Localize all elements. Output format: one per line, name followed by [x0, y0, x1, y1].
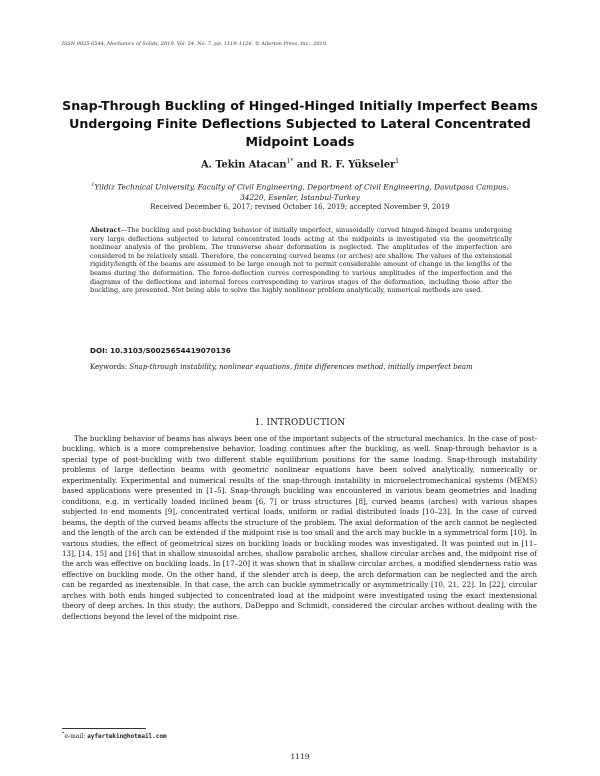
doi: [90, 346, 512, 355]
keywords: [90, 363, 512, 373]
journal-citation: ISSN 0025-6544, Mechanics of Solids, 2019, Vol. 54, No. 7, pp. 1119–1126. © Allerton Press, Inc., 2019.: [62, 41, 328, 47]
section-heading: 1. INTRODUCTION: [254, 418, 346, 428]
author-1-marker: 1*: [286, 158, 294, 165]
author-2-marker: 1: [395, 158, 400, 165]
abstract: [90, 226, 512, 295]
keywords-label: Keywords:: [90, 363, 128, 371]
paper-title: Snap-Through Buckling of Hinged-Hinged Initially Imperfect Beams Undergoing Finite Deflections Subjected to Lateral Concentrated Midpoint Loads: [62, 98, 538, 149]
page-number: 1119: [290, 752, 310, 761]
email-link[interactable]: ayfertekin@hotmail.com: [87, 733, 167, 740]
author-2: R. F. Yükseler: [320, 159, 396, 171]
doi-label: DOI:: [90, 346, 108, 355]
author-1: A. Tekin Atacan: [200, 159, 287, 171]
body-paragraph: The buckling behavior of beams has always been one of the important subjects of the structural mechanics. In the case of post-buckling, which is a more comprehensive behavior, loading continues after the buckling, as well. Snap-through behavior is a special type of post-buckling with two different stable equilibrium positions for the same loading. Snap-through instability problems of large deflection beams with geometric nonlinear equations have been solved analytically, numerically or experimentally. Experimental and numerical results of the snap-through instability in microelectromechanical systems (MEMS) based applications were presented in [1–5]. Snap-through buckling was encountered in various beam geometries and loading conditions, e.g. in vertically loaded inclined beam [6, 7] or truss structures [8], curved beams (arches) with various shapes subjected to end moments [9], concentrated vertical loads, uniform or radial distributed loads [10–23]. In the case of curved beams, the depth of the curved beams affects the structure of the problem. The axial deformation of the arch cannot be neglected and the length of the arch can be extended if the midpoint rise is too small and the arch may buckle in a symmetrical form [10]. In various studies, the effect of geometrical sizes on buckling loads or buckling modes was investigated. It was pointed out in [11–13], [14, 15] and [16] that in shallow sinusoidal arches, shallow parabolic arches, shallow circular arches and, the midpoint rise of the arch was effective on buckling loads. In [17–20] it was shown that in shallow circular arches, a modified slenderness ratio was effective on buckling mode. On the other hand, if the slender arch is deep, the arch deformation can be neglected and the arch can be regarded as inextensible. In that case, the arch can buckle symmetrically or asymmetrically [10, 21, 22]. In [22], circular arches with both ends hinged subjected to concentrated load at the midpoint were investigated using the exact inextensional theory of deep arches. In this study; the authors, DaDeppo and Schmidt, considered the circular arches without dealing with the deflections beyond the level of the midpoint rise.: [62, 434, 537, 621]
footnote-marker: *: [62, 731, 65, 737]
doi-link[interactable]: 10.3103/S0025654419070136: [110, 346, 231, 355]
footnote: [62, 731, 167, 740]
abstract-label: Abstract: [90, 226, 121, 234]
footnote-divider: [62, 728, 146, 729]
authors: [50, 158, 550, 170]
abstract-text: —The buckling and post-buckling behavior of initially imperfect, sinusoidally curved hinged-hinged beams undergoing very large deflections subjected to lateral concentrated loads acting at the midpoints is investigated via the geometrically nonlinear analysis of the problem. The transverse shear deformation is neglected. The amplitudes of the imperfection are considered to be relatively small. Therefore, the concerning curved beams (or arches) are shallow. The values of the extensional rigidity/length of the beams are assumed to be large enough not to permit considerable amount of change in the lengths of the beams during the deformation. The force-deflection curves corresponding to various amplitudes of the imperfection and the diagrams of the deflections and internal forces corresponding to various stages of the deformation, including those after the buckling, are presented. Not being able to solve the highly nonlinear problem analytically, numerical methods are used.: [90, 226, 512, 295]
keywords-text: Snap-through instability, nonlinear equations, finite differences method, initially imperfect beam: [129, 363, 473, 371]
affiliation-marker: 1: [91, 182, 95, 188]
author-connector: and: [296, 159, 318, 171]
affiliation-text: Yildiz Technical University, Faculty of Civil Engineering, Department of Civil Engineering, Davutpasa Campus, 34220, Esenler, Istanbul-Turkey: [94, 182, 509, 202]
affiliation: [80, 180, 520, 203]
footnote-label: e-mail:: [64, 733, 86, 740]
received-dates: Received December 6, 2017; revised October 16, 2019; accepted November 9, 2019: [150, 203, 450, 211]
